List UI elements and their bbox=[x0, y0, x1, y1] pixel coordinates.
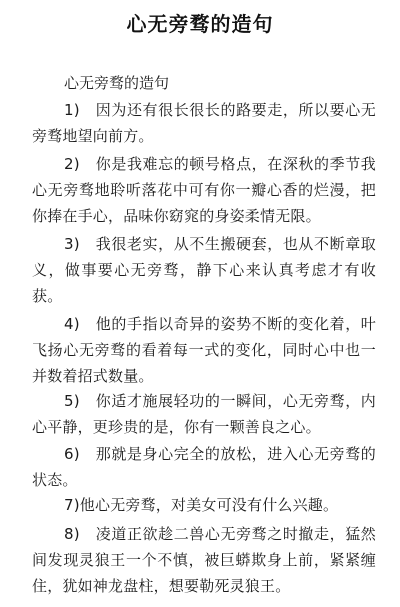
sentence-6: 6) 那就是身心完全的放松，进入心无旁骛的状态。 bbox=[32, 445, 376, 489]
page-title: 心无旁骛的造句 bbox=[126, 12, 274, 36]
sentence-2: 2) 你是我难忘的顿号格点，在深秋的季节我心无旁骛地聆听落花中可有你一瓣心香的烂漫，把你捧在手心，品味你窈窕的身姿柔情无限。 bbox=[32, 155, 376, 225]
sentence-4: 4) 他的手指以奇异的姿势不断的变化着，叶飞扬心无旁骛的看着每一式的变化，同时心中也一并数着招式数量。 bbox=[32, 315, 376, 385]
sentence-3: 3) 我很老实，从不生搬硬套，也从不断章取义，做事要心无旁骛，静下心来认真考虑才有收获。 bbox=[32, 235, 376, 305]
document-subtitle: 心无旁骛的造句 bbox=[64, 74, 170, 92]
sentence-7: 7)他心无旁骛，对美女可没有什么兴趣。 bbox=[64, 496, 339, 514]
sentence-8: 8) 凌道正欲趁二兽心无旁骛之时撤走，猛然间发现灵狼王一个不慎，被巨蟒欺身上前，紧紧缠住，犹如神龙盘柱，想要勒死灵狼王。 bbox=[32, 525, 376, 595]
sentence-1: 1) 因为还有很长很长的路要走，所以要心无旁骛地望向前方。 bbox=[32, 101, 376, 145]
sentence-5: 5) 你适才施展轻功的一瞬间，心无旁骛，内心平静，更珍贵的是，你有一颗善良之心。 bbox=[32, 392, 376, 436]
